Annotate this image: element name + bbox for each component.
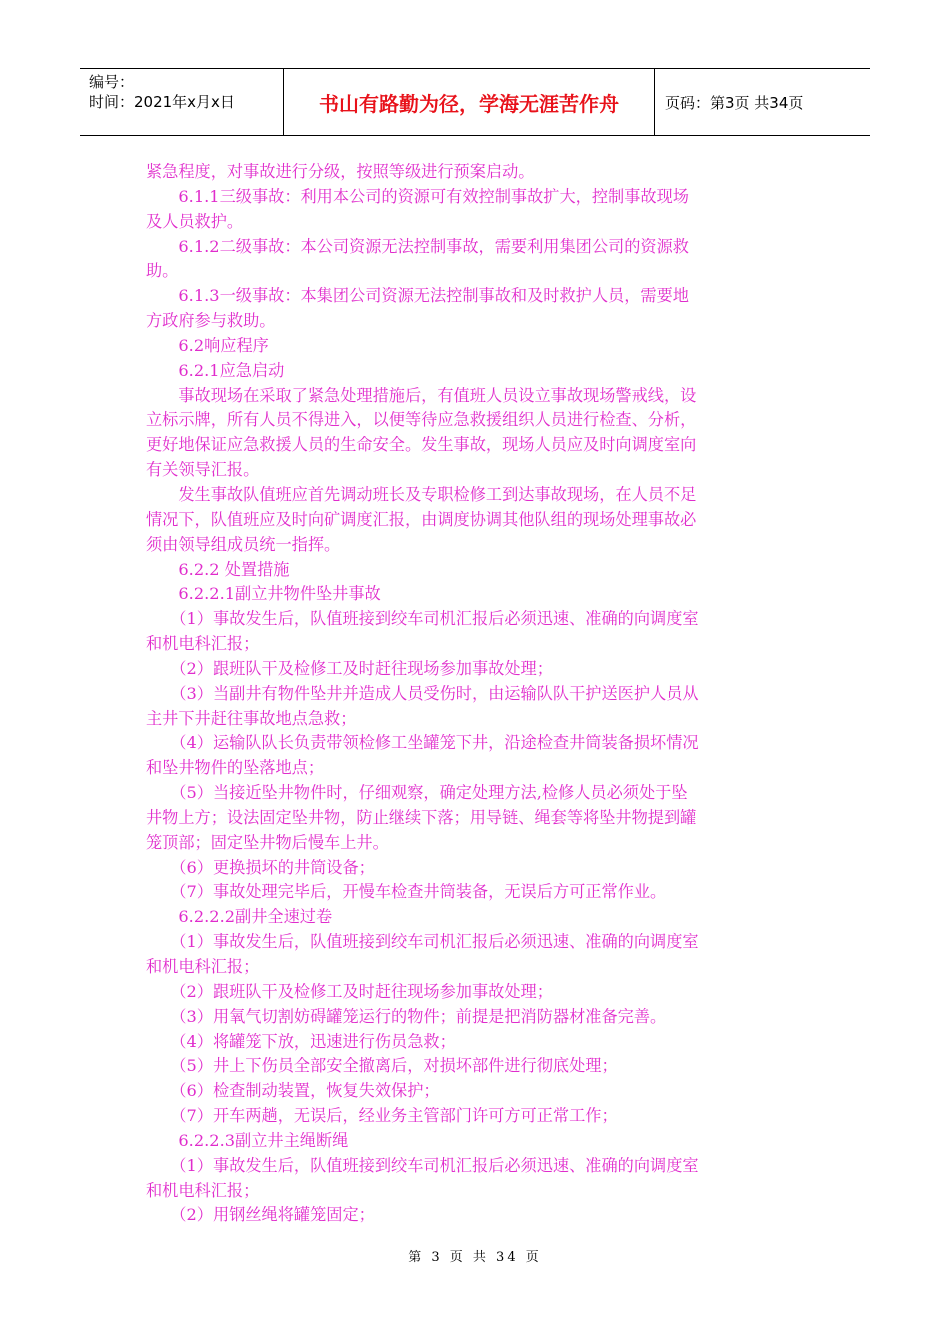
body-line: 6.2.1应急启动 [146,360,285,380]
body-line: 和坠井物件的坠落地点； [146,758,325,778]
body-line: 紧急程度，对事故进行分级，按照等级进行预案启动。 [146,162,535,181]
body-line: 发生事故队值班应首先调动班长及专职检修工到达事故现场，在人员不足 [146,484,697,504]
body-line: （1）事故发生后，队值班接到绞车司机汇报后必须迅速、准确的向调度室 [146,1155,699,1175]
body-line: （4）运输队队长负责带领检修工坐罐笼下井，沿途检查井筒装备损坏情况 [146,733,699,753]
body-line: 主井下井赶往事故地点急救； [146,708,357,728]
body-line: （2）跟班队干及检修工及时赶往现场参加事故处理； [146,981,553,1001]
body-line: 有关领导汇报。 [146,460,260,480]
body-line: 井物上方；设法固定坠井物，防止继续下落；用导链、绳套等将坠井物提到罐 [146,807,697,827]
body-line: 6.1.2二级事故：本公司资源无法控制事故，需要利用集团公司的资源救 [146,236,689,256]
body-line: 助。 [146,261,179,281]
body-line: 笼顶部；固定坠井物后慢车上井。 [146,832,389,852]
body-line: （2）用钢丝绳将罐笼固定； [146,1205,375,1225]
page-footer: 第 3 页 共 34 页 [408,1250,542,1265]
body-line: （2）跟班队干及检修工及时赶往现场参加事故处理； [146,658,553,678]
body-line: 和机电科汇报； [146,957,260,976]
body-line: （3）用氧气切割妨碍罐笼运行的物件；前提是把消防器材准备完善。 [146,1006,667,1026]
body-line: 6.1.1三级事故：利用本公司的资源可有效控制事故扩大，控制事故现场 [146,186,689,206]
body-line: 情况下，队值班应及时向矿调度汇报，由调度协调其他队组的现场处理事故必 [146,509,697,529]
body-line: （4）将罐笼下放，迅速进行伤员急救； [146,1031,456,1051]
serial-number-label: 编号： [89,73,135,91]
header-meta [80,69,283,135]
body-line: （7）开车两趟，无误后，经业务主管部门许可方可正常工作； [146,1106,618,1126]
body-line: （6）更换损坏的井筒设备； [146,857,375,877]
body-line: （7）事故处理完毕后，开慢车检查井筒装备，无误后方可正常作业。 [146,882,667,902]
body-line: 和机电科汇报； [146,1180,260,1200]
body-line: 事故现场在采取了紧急处理措施后，有值班人员设立事故现场警戒线，设 [146,385,697,405]
body-line: 6.2响应程序 [146,335,269,355]
body-line: 须由领导组成员统一指挥。 [146,534,341,554]
body-line: 6.2.2.2副井全速过卷 [146,907,333,927]
body-line: 方政府参与救助。 [146,311,276,331]
body-line: （6）检查制动装置，恢复失效保护； [146,1081,440,1101]
body-line: 6.2.2.1副立井物件坠井事故 [146,584,381,604]
page-header [80,68,870,136]
header-motto: 书山有路勤为径，学海无涯苦作舟 [283,69,655,135]
body-line: 6.2.2 处置措施 [146,559,290,579]
header-page-info: 页码：第3页 共34页 [665,93,804,112]
body-line: （1）事故发生后，队值班接到绞车司机汇报后必须迅速、准确的向调度室 [146,609,699,629]
body-line: （5）井上下伤员全部安全撤离后，对损坏部件进行彻底处理； [146,1056,618,1076]
body-line: 6.1.3一级事故：本集团公司资源无法控制事故和及时救护人员，需要地 [146,286,689,306]
body-line: 和机电科汇报； [146,634,260,654]
body-line: 6.2.2.3副立井主绳断绳 [146,1130,349,1150]
body-line: （1）事故发生后，队值班接到绞车司机汇报后必须迅速、准确的向调度室 [146,932,699,952]
body-line: 更好地保证应急救援人员的生命安全。发生事故，现场人员应及时向调度室向 [146,435,697,455]
document-body [146,160,806,1228]
date-line: 时间：2021年x月x日 [89,93,235,111]
body-line: 立标示牌，所有人员不得进入，以便等待应急救援组织人员进行检查、分析， [146,410,697,430]
body-line: （3）当副井有物件坠井并造成人员受伤时，由运输队队干护送医护人员从 [146,683,699,703]
body-line: 及人员救护。 [146,211,244,231]
body-line: （5）当接近坠井物件时，仔细观察，确定处理方法,检修人员必须处于坠 [146,783,688,803]
